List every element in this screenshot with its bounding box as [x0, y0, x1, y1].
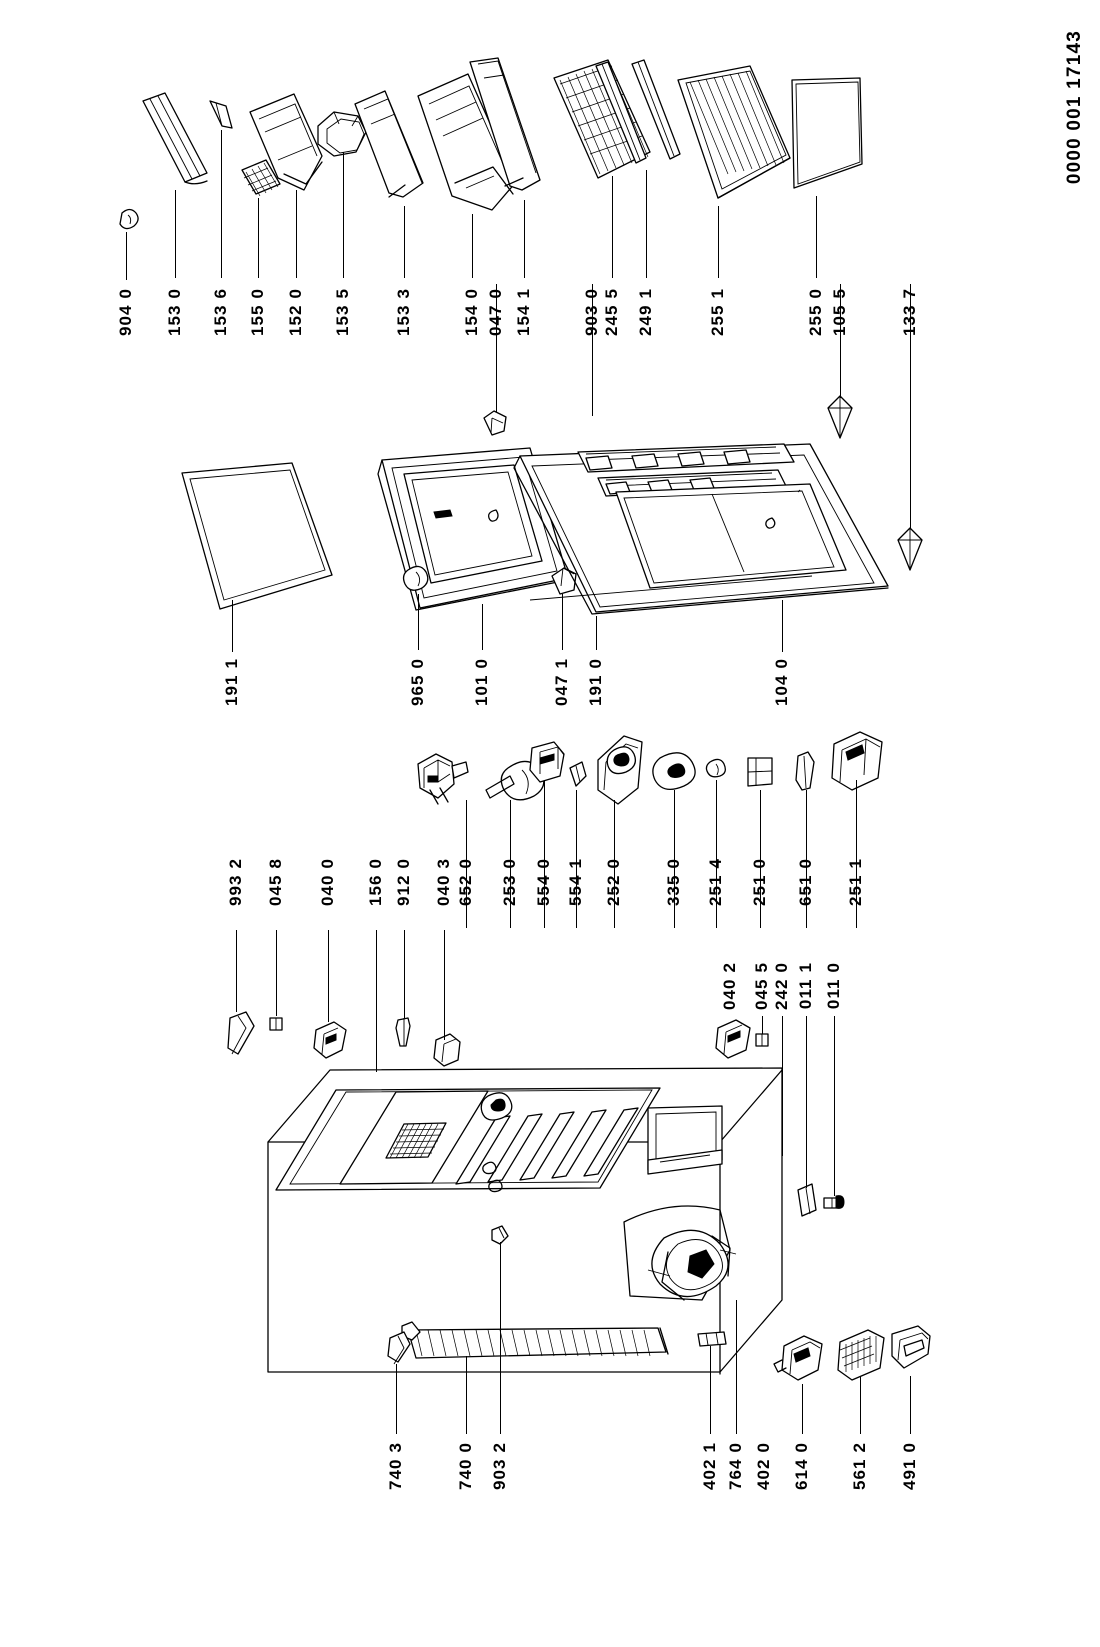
- leader-965-0: [418, 594, 419, 650]
- part-label-554-1: 554 1: [566, 858, 585, 907]
- part-label-335-0: 335 0: [664, 858, 683, 907]
- leader-255-0: [816, 196, 817, 278]
- leader-764-0: [736, 1300, 737, 1434]
- part-label-047-0: 047 0: [486, 288, 505, 337]
- part-label-153-5: 153 5: [333, 288, 352, 337]
- part-614-0-art: [774, 1336, 822, 1380]
- leader-154-1: [524, 200, 525, 278]
- part-label-101-0: 101 0: [472, 658, 491, 707]
- leader-740-0: [466, 1356, 467, 1434]
- part-label-154-0: 154 0: [462, 288, 481, 337]
- part-label-253-0: 253 0: [500, 858, 519, 907]
- part-255-0-art: [792, 78, 862, 188]
- part-label-105-5: 105 5: [830, 288, 849, 337]
- part-047-1-art: [552, 568, 576, 594]
- part-label-011-1: 011 1: [796, 962, 815, 1010]
- part-045-8-art: [270, 1018, 282, 1030]
- leader-153-0: [175, 190, 176, 278]
- part-label-133-7: 133 7: [900, 288, 919, 337]
- part-label-040-0: 040 0: [318, 858, 337, 907]
- part-047-0-art: [484, 411, 506, 435]
- leader-242-0: [782, 1016, 783, 1156]
- part-label-154-1: 154 1: [514, 288, 533, 337]
- part-label-561-2: 561 2: [850, 1442, 869, 1491]
- part-903-0-art: [554, 60, 650, 178]
- leader-255-1: [718, 206, 719, 278]
- part-251-4-art: [706, 759, 725, 776]
- leader-191-0: [596, 616, 597, 650]
- part-251-1-art: [832, 732, 882, 790]
- part-label-651-0: 651 0: [796, 858, 815, 907]
- part-912-0-art: [396, 1018, 410, 1046]
- leader-155-0: [258, 198, 259, 278]
- leader-912-0: [404, 930, 405, 1018]
- part-label-040-2: 040 2: [720, 962, 739, 1011]
- part-255-1-art: [678, 66, 790, 198]
- part-491-0-art: [892, 1326, 930, 1368]
- part-251-0-art: [748, 758, 772, 786]
- part-040-3-lower-art: [434, 1034, 460, 1066]
- part-label-554-0: 554 0: [534, 858, 553, 907]
- part-label-251-1: 251 1: [846, 858, 865, 907]
- part-label-912-0: 912 0: [394, 858, 413, 907]
- leader-153-5: [343, 152, 344, 278]
- leader-011-0: [834, 1016, 835, 1196]
- part-011-1-art: [798, 1184, 816, 1216]
- leader-156-0: [376, 930, 377, 1072]
- sheet-code: 0000 001 17143: [1064, 30, 1085, 185]
- part-045-5-art: [756, 1034, 768, 1046]
- part-label-764-0: 764 0: [726, 1442, 745, 1491]
- leader-740-3: [396, 1364, 397, 1434]
- part-label-156-0: 156 0: [366, 858, 385, 907]
- leader-045-5: [762, 1016, 763, 1034]
- part-253-0-art: [486, 761, 544, 799]
- part-133-7-art: [898, 528, 922, 570]
- part-740-3-art: [388, 1332, 410, 1364]
- leader-154-0: [472, 214, 473, 278]
- part-label-155-0: 155 0: [248, 288, 267, 337]
- leader-903-2: [500, 1242, 501, 1434]
- leader-011-1: [806, 1016, 807, 1188]
- part-label-047-1: 047 1: [552, 658, 571, 707]
- part-154-0-art: [418, 74, 516, 210]
- leader-040-0: [328, 930, 329, 1022]
- part-993-2-art: [228, 1012, 254, 1054]
- leader-191-1: [232, 600, 233, 652]
- part-label-153-6: 153 6: [211, 288, 230, 337]
- part-label-249-1: 249 1: [636, 288, 655, 337]
- part-040-0-art: [314, 1022, 346, 1058]
- leader-491-0: [910, 1376, 911, 1434]
- leader-104-0: [782, 600, 783, 652]
- leader-904-0: [126, 232, 127, 280]
- part-label-242-0: 242 0: [772, 962, 791, 1011]
- part-154-1-art: [470, 58, 540, 190]
- leader-993-2: [236, 930, 237, 1012]
- part-label-251-4: 251 4: [706, 858, 725, 907]
- leader-153-3: [404, 206, 405, 278]
- part-561-2-art: [838, 1330, 884, 1380]
- part-245-5-art: [596, 62, 646, 163]
- leader-152-0: [296, 190, 297, 278]
- part-153-5-art: [318, 112, 366, 156]
- part-label-191-0: 191 0: [586, 658, 605, 707]
- part-402-1-art: [698, 1332, 726, 1346]
- part-label-252-0: 252 0: [604, 858, 623, 907]
- part-label-402-0: 402 0: [754, 1442, 773, 1491]
- part-651-0-art: [796, 752, 814, 790]
- leader-249-1: [646, 170, 647, 278]
- part-label-965-0: 965 0: [408, 658, 427, 707]
- part-label-153-3: 153 3: [394, 288, 413, 337]
- part-153-0-art: [143, 93, 219, 184]
- leader-614-0: [802, 1384, 803, 1434]
- part-label-903-2: 903 2: [490, 1442, 509, 1491]
- part-label-614-0: 614 0: [792, 1442, 811, 1491]
- part-554-1-art: [570, 762, 586, 786]
- part-label-040-3: 040 3: [434, 858, 453, 907]
- cabinet-body-art: [268, 1068, 782, 1374]
- part-155-0-art: [242, 160, 280, 196]
- part-label-191-1: 191 1: [222, 658, 241, 707]
- part-label-045-8: 045 8: [266, 858, 285, 907]
- part-label-251-0: 251 0: [750, 858, 769, 907]
- part-104-0-art: [514, 444, 888, 614]
- part-label-740-0: 740 0: [456, 1442, 475, 1491]
- part-label-903-0: 903 0: [582, 288, 601, 337]
- part-label-245-5: 245 5: [602, 288, 621, 337]
- part-105-5-art: [828, 396, 852, 438]
- part-965-0-art: [404, 566, 428, 590]
- part-904-0-art: [120, 210, 138, 229]
- leader-040-3: [444, 930, 445, 1040]
- part-249-1-art: [632, 60, 680, 159]
- part-040-3-652-0-art: [418, 754, 468, 804]
- part-011-0-art: [824, 1196, 844, 1209]
- part-554-0-art: [530, 742, 564, 782]
- part-label-255-0: 255 0: [806, 288, 825, 337]
- leader-047-1: [562, 594, 563, 650]
- leader-402-1: [710, 1346, 711, 1434]
- part-label-740-3: 740 3: [386, 1442, 405, 1491]
- part-label-904-0: 904 0: [116, 288, 135, 337]
- part-label-104-0: 104 0: [772, 658, 791, 707]
- leader-045-8: [276, 930, 277, 1016]
- part-label-402-1: 402 1: [700, 1442, 719, 1491]
- leader-101-0: [482, 604, 483, 650]
- part-153-6-art: [210, 101, 232, 128]
- part-191-1-art: [182, 463, 332, 609]
- part-label-011-0: 011 0: [824, 962, 843, 1010]
- part-101-0-art: [378, 448, 568, 610]
- leader-561-2: [860, 1376, 861, 1434]
- part-label-153-0: 153 0: [165, 288, 184, 337]
- leader-245-5: [612, 176, 613, 278]
- part-040-2-art: [716, 1020, 750, 1058]
- leader-153-6: [221, 130, 222, 278]
- part-label-045-5: 045 5: [752, 962, 771, 1011]
- part-label-652-0: 652 0: [456, 858, 475, 907]
- part-153-3-art: [355, 91, 423, 197]
- part-252-0-art: [598, 736, 642, 804]
- part-label-491-0: 491 0: [900, 1442, 919, 1491]
- part-label-255-1: 255 1: [708, 288, 727, 337]
- part-335-0-art: [653, 753, 695, 790]
- part-label-993-2: 993 2: [226, 858, 245, 907]
- part-152-0-art: [250, 94, 322, 190]
- part-label-152-0: 152 0: [286, 288, 305, 337]
